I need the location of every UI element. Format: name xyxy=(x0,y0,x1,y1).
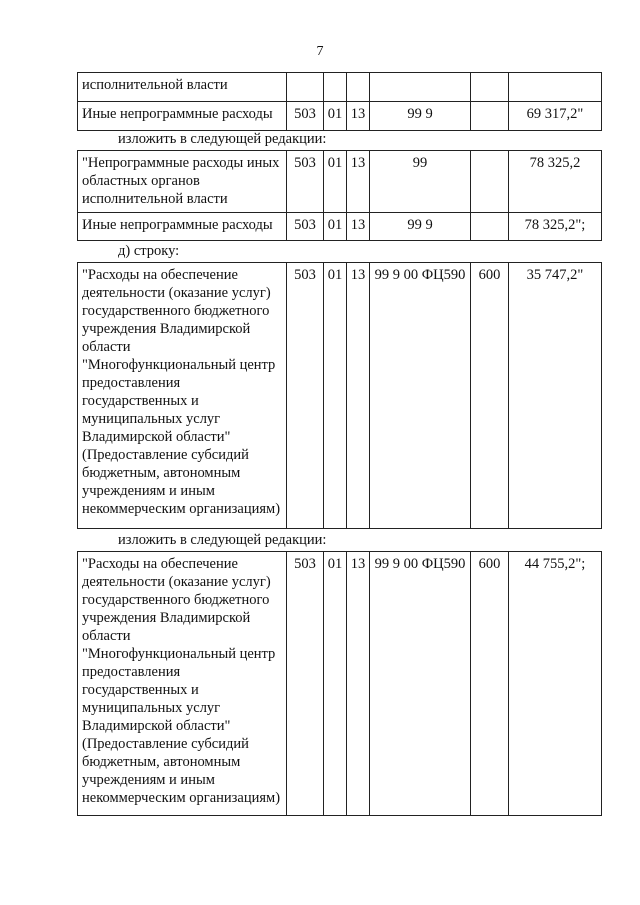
table-row xyxy=(78,552,602,816)
col-pr: 13 xyxy=(347,102,370,131)
col-sum: 69 317,2" xyxy=(509,102,602,131)
row-name: "Расходы на обеспечение деятельности (оказание услуг) государственного бюджетного учреждения Владимирской области "Многофункциональный центр предоставления государственных и муниципальных услуг Владимирской области" (Предоставление субсидий бюджетным, автономным учреждениям и иным некоммерческим организациям) xyxy=(78,552,287,816)
col-grbs: 503 xyxy=(287,263,324,529)
table-row xyxy=(78,151,602,213)
page-number: 7 xyxy=(316,44,324,59)
table-row xyxy=(78,213,602,241)
col-rz: 01 xyxy=(324,213,347,241)
col-cs: 99 9 00 ФЦ590 xyxy=(370,263,471,529)
col-vr: 600 xyxy=(471,263,509,529)
col-cs xyxy=(370,73,471,102)
col-sum xyxy=(509,73,602,102)
col-sum: 35 747,2" xyxy=(509,263,602,529)
col-cs: 99 9 00 ФЦ590 xyxy=(370,552,471,816)
budget-table-4 xyxy=(77,551,602,816)
col-rz: 01 xyxy=(324,151,347,213)
col-pr: 13 xyxy=(347,151,370,213)
col-cs: 99 9 xyxy=(370,102,471,131)
col-cs: 99 9 xyxy=(370,213,471,241)
col-sum: 78 325,2"; xyxy=(509,213,602,241)
col-grbs: 503 xyxy=(287,213,324,241)
col-vr xyxy=(471,73,509,102)
col-grbs xyxy=(287,73,324,102)
col-grbs: 503 xyxy=(287,151,324,213)
col-rz xyxy=(324,73,347,102)
col-vr: 600 xyxy=(471,552,509,816)
col-grbs: 503 xyxy=(287,102,324,131)
col-vr xyxy=(471,102,509,131)
col-sum: 78 325,2 xyxy=(509,151,602,213)
table-row xyxy=(78,73,602,102)
col-grbs: 503 xyxy=(287,552,324,816)
row-name: исполнительной власти xyxy=(78,73,287,102)
row-name: "Расходы на обеспечение деятельности (оказание услуг) государственного бюджетного учреждения Владимирской области "Многофункциональный центр предоставления государственных и муниципальных услуг Владимирской области" (Предоставление субсидий бюджетным, автономным учреждениям и иным некоммерческим организациям) xyxy=(78,263,287,529)
col-pr: 13 xyxy=(347,263,370,529)
budget-table-2 xyxy=(77,150,602,241)
amendment-note: изложить в следующей редакции: xyxy=(118,131,327,147)
col-cs: 99 xyxy=(370,151,471,213)
row-name: Иные непрограммные расходы xyxy=(78,213,287,241)
col-pr: 13 xyxy=(347,552,370,816)
col-rz: 01 xyxy=(324,102,347,131)
row-name: "Непрограммные расходы иных областных органов исполнительной власти xyxy=(78,151,287,213)
amendment-note: д) строку: xyxy=(118,243,180,259)
row-name: Иные непрограммные расходы xyxy=(78,102,287,131)
col-vr xyxy=(471,151,509,213)
col-sum: 44 755,2"; xyxy=(509,552,602,816)
table-row xyxy=(78,263,602,529)
col-pr: 13 xyxy=(347,213,370,241)
budget-table-1 xyxy=(77,72,602,131)
table-row xyxy=(78,102,602,131)
col-pr xyxy=(347,73,370,102)
col-rz: 01 xyxy=(324,263,347,529)
budget-table-3 xyxy=(77,262,602,529)
col-vr xyxy=(471,213,509,241)
col-rz: 01 xyxy=(324,552,347,816)
amendment-note: изложить в следующей редакции: xyxy=(118,532,327,548)
